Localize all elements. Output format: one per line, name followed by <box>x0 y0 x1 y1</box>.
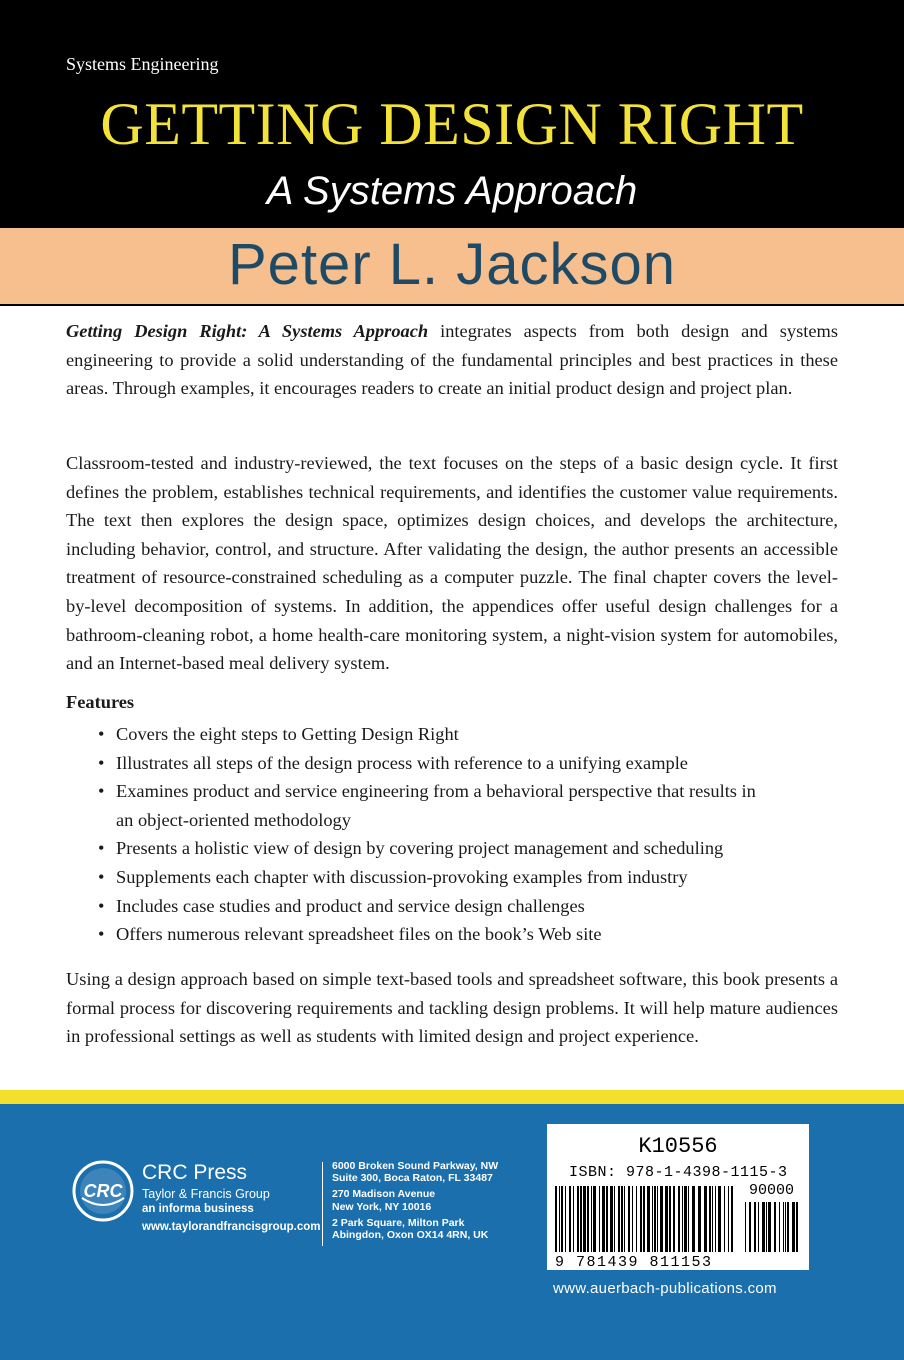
barcode-bar <box>758 1202 759 1252</box>
barcode-bar <box>610 1186 613 1252</box>
barcode-bar <box>573 1186 574 1252</box>
barcode-bar <box>688 1186 689 1252</box>
features-heading: Features <box>66 692 135 712</box>
barcode-bar <box>660 1186 663 1252</box>
barcode-bar <box>636 1186 637 1252</box>
barcode-bar <box>692 1186 695 1252</box>
barcode-bar <box>704 1186 707 1252</box>
publisher-informa: an informa business <box>142 1203 254 1215</box>
barcode-bar <box>565 1186 566 1252</box>
barcode-bar <box>618 1186 620 1252</box>
barcode-bar <box>749 1202 751 1252</box>
barcode-bar <box>762 1202 765 1252</box>
features-list <box>98 720 838 949</box>
barcode-bar <box>768 1202 771 1252</box>
barcode-bar <box>621 1186 623 1252</box>
barcode-bar <box>602 1186 605 1252</box>
address-line: 6000 Broken Sound Parkway, NW <box>332 1160 499 1172</box>
barcode-bar <box>628 1186 630 1252</box>
address-line: 2 Park Square, Milton Park <box>332 1216 465 1229</box>
barcode-bar <box>593 1186 596 1252</box>
barcode-bar <box>654 1186 656 1252</box>
address-divider <box>322 1162 323 1246</box>
barcode-bar <box>577 1186 579 1252</box>
description-paragraph-3: Using a design approach based on simple text-based tools and spreadsheet software, this book presents a formal process for discovering requirements and tackling design problems. It will help mature audiences in professional settings as well as students with limited design and project experience. <box>66 969 838 1047</box>
barcode-bar <box>606 1186 608 1252</box>
publisher-group: Taylor & Francis Group <box>142 1187 270 1201</box>
barcode-bar <box>673 1186 675 1252</box>
feature-item: • Illustrates all steps of the design process with reference to a unifying example <box>98 749 838 778</box>
barcode-bar <box>754 1202 756 1252</box>
barcode-bar <box>682 1186 683 1252</box>
barcode-bar <box>731 1186 733 1252</box>
barcode-bar <box>718 1186 721 1252</box>
barcode-bar <box>583 1186 586 1252</box>
book-title: GETTING DESIGN RIGHT <box>100 91 804 157</box>
barcode-bar <box>774 1202 776 1252</box>
barcode-bar <box>787 1202 789 1252</box>
publisher-url: www.taylorandfrancisgroup.com <box>142 1221 321 1233</box>
barcode-digits: 9 781439 811153 <box>555 1254 713 1271</box>
author-name: Peter L. Jackson <box>228 232 676 297</box>
feature-item: • Examines product and service engineering from a behavioral perspective that results in an object-oriented methodology <box>98 777 758 834</box>
address-line: New York, NY 10016 <box>332 1200 432 1213</box>
imprint-url: www.auerbach-publications.com <box>553 1280 777 1297</box>
barcode-bar <box>599 1186 600 1252</box>
barcode-bar <box>580 1186 582 1252</box>
isbn-label: ISBN: 978-1-4398-1115-3 <box>569 1164 788 1181</box>
yellow-rule <box>0 1090 904 1104</box>
barcode-bar <box>587 1186 589 1252</box>
barcode-bar <box>796 1202 798 1252</box>
barcode-bar <box>657 1186 658 1252</box>
barcode-bar <box>647 1186 650 1252</box>
barcode-bar <box>724 1186 725 1252</box>
barcode-bar <box>728 1186 729 1252</box>
product-code: K10556 <box>638 1134 718 1159</box>
barcode-bar <box>640 1186 642 1252</box>
description-paragraph-1 <box>66 317 838 403</box>
description-paragraph-1-text: integrates aspects from both design and systems engineering to provide a solid understanding of the fundamental principles and best practices in these areas. Through examples, it encourages readers to create an initial product design and project plan. <box>66 321 838 399</box>
barcode-bar <box>792 1202 795 1252</box>
feature-item: • Covers the eight steps to Getting Design Right <box>98 720 838 749</box>
barcode-bar <box>652 1186 653 1252</box>
barcode-bar <box>614 1186 615 1252</box>
barcode-bar <box>555 1186 557 1252</box>
barcode-bar <box>624 1186 625 1252</box>
barcode-addon-digits: 90000 <box>749 1182 795 1199</box>
feature-item: • Includes case studies and product and service design challenges <box>98 892 838 921</box>
barcode-bar <box>643 1186 645 1252</box>
crc-logo-text: CRC <box>83 1181 123 1201</box>
description-title-ref: Getting Design Right: A Systems Approach <box>66 321 429 341</box>
barcode-bar <box>715 1186 716 1252</box>
address-line: 270 Madison Avenue <box>332 1188 436 1201</box>
description-paragraph-2: Classroom-tested and industry-reviewed, the text focuses on the steps of a basic design cycle. It first defines the problem, establishes technical requirements, and identifies the customer value requirements. The text then explores the design space, optimizes design choices, and develops the architecture, including behavior, control, and structure. After validating the design, the author presents an accessible treatment of resource-constrained scheduling as a computer puzzle. The final chapter covers the level-by-level decomposition of systems. In addition, the appendices offer useful design challenges for a bathroom-cleaning robot, a home health-care monitoring system, a night-vision system for automobiles, and an Internet-based meal delivery system. <box>66 453 838 674</box>
feature-item: • Presents a holistic view of design by covering project management and scheduling <box>98 834 838 863</box>
barcode-bar <box>785 1202 786 1252</box>
publisher-address <box>332 1160 498 1241</box>
barcode-bar <box>712 1186 713 1252</box>
crc-logo-icon <box>72 1160 134 1222</box>
barcode-bar <box>684 1186 687 1252</box>
barcode-bar <box>779 1202 780 1252</box>
barcode-bar <box>569 1186 571 1252</box>
barcode-bar <box>632 1186 633 1252</box>
barcode-bar <box>591 1186 592 1252</box>
feature-item: • Offers numerous relevant spreadsheet files on the book’s Web site <box>98 920 838 949</box>
barcode-bar <box>766 1202 767 1252</box>
barcode-bar <box>783 1202 784 1252</box>
barcode-bar <box>745 1202 746 1252</box>
series-label: Systems Engineering <box>66 54 219 74</box>
publisher-name: CRC Press <box>142 1161 248 1184</box>
barcode-bar <box>678 1186 680 1252</box>
feature-item: • Supplements each chapter with discussion-provoking examples from industry <box>98 863 838 892</box>
barcode-bar <box>559 1186 560 1252</box>
barcode-bar <box>669 1186 671 1252</box>
barcode-bar <box>665 1186 668 1252</box>
address-line: Abingdon, Oxon OX14 4RN, UK <box>332 1229 489 1242</box>
barcode-bar <box>709 1186 711 1252</box>
book-subtitle: A Systems Approach <box>266 169 638 213</box>
barcode-box <box>547 1124 809 1270</box>
barcode-bar <box>698 1186 701 1252</box>
barcode-bar <box>561 1186 563 1252</box>
address-line: Suite 300, Boca Raton, FL 33487 <box>332 1172 493 1185</box>
